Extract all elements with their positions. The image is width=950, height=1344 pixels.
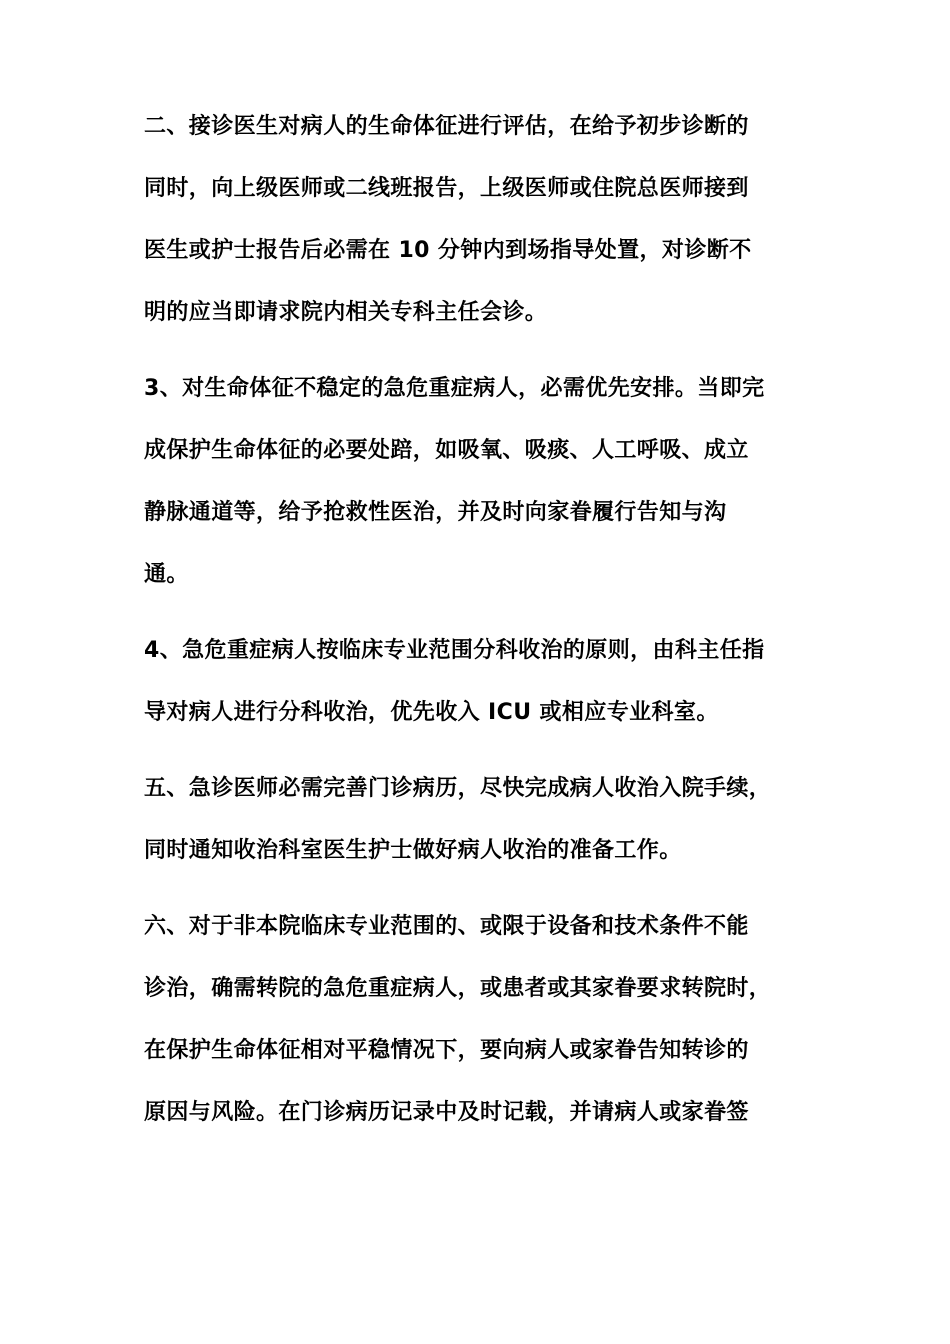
text-line: 明的应当即请求院内相关专科主任会诊。 <box>144 300 548 325</box>
text-line: 3、对生命体征不稳定的急危重症病人，必需优先安排。当即完 <box>144 376 765 401</box>
text-line: 4、急危重症病人按临床专业范围分科收治的原则，由科主任指 <box>144 638 765 663</box>
text-line: 六、对于非本院临床专业范围的、或限于设备和技术条件不能 <box>144 914 749 939</box>
text-line: 医生或护士报告后必需在 10 分钟内到场指导处置，对诊断不 <box>144 238 752 263</box>
text-line: 成保护生命体征的必要处踣，如吸氧、吸痰、人工呼吸、成立 <box>144 438 749 463</box>
text-line: 同时，向上级医师或二线班报告，上级医师或住院总医师接到 <box>144 176 749 201</box>
text-line: 原因与风险。在门诊病历记录中及时记载，并请病人或家眷签 <box>144 1100 749 1125</box>
text-line: 通。 <box>144 562 189 587</box>
text-line: 五、急诊医师必需完善门诊病历，尽快完成病人收治入院手续， <box>144 776 772 801</box>
text-line: 在保护生命体征相对平稳情况下，要向病人或家眷告知转诊的 <box>144 1038 749 1063</box>
text-line: 静脉通道等，给予抢救性医治，并及时向家眷履行告知与沟 <box>144 500 727 525</box>
text-line: 二、接诊医生对病人的生命体征进行评估，在给予初步诊断的 <box>144 114 749 139</box>
text-line: 诊治，确需转院的急危重症病人，或患者或其家眷要求转院时， <box>144 976 772 1001</box>
text-line: 同时通知收治科室医生护士做好病人收治的准备工作。 <box>144 838 682 863</box>
text-line: 导对病人进行分科收治，优先收入 ICU 或相应专业科室。 <box>144 700 719 725</box>
